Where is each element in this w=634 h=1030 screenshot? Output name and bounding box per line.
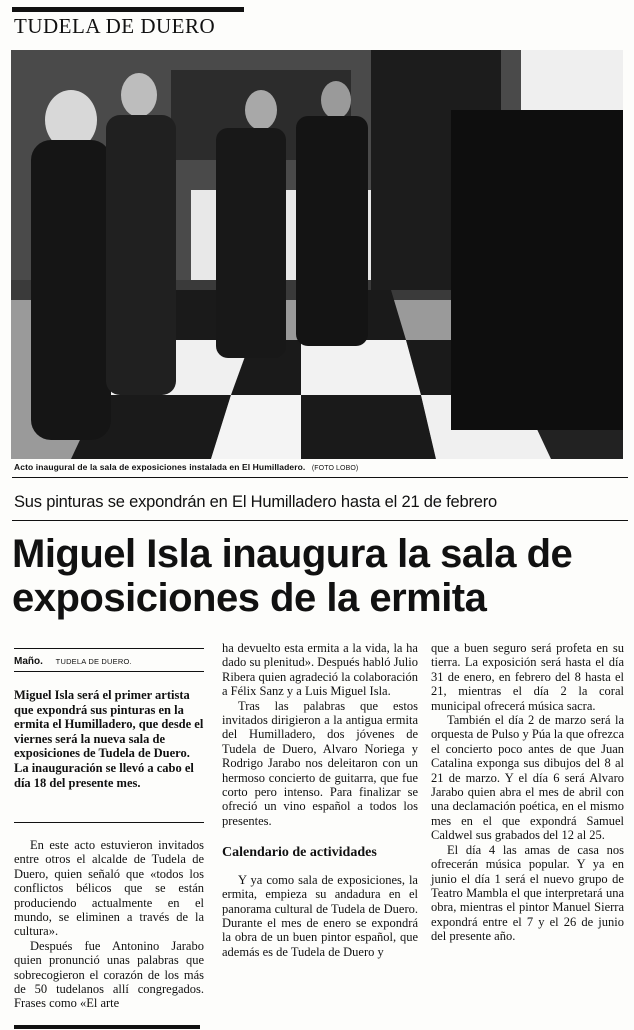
col1-paragraph-1: En este acto estuvieron invitados entre otros el alcalde de Tudela de Duero, quien señaló que «todos los conflictos bélicos que se están produciendo actualmente en el mundo, se eliminen a través de la cultura». — [14, 838, 204, 939]
column-3 — [431, 641, 624, 944]
col2-paragraph-2: Tras las palabras que estos invitados dirigieron a la antigua ermita del Humilladero, dos jóvenes de Tudela de Duero, Alvaro Noriega y Rodrigo Jarabo nos deleitaron con un hermoso concierto de guitarra, que fue corto pero intenso. Para finalizar se ofreció un vino español a todos los presentes. — [222, 698, 418, 828]
column-1 — [14, 838, 204, 1011]
col2-paragraph-1: ha devuelto esta ermita a la vida, la ha dado su plenitud». Después habló Julio Ribera quien agradeció la colaboración a Félix Sanz y a Luis Miguel Isla. — [222, 641, 418, 699]
byline — [14, 656, 132, 667]
col1-paragraph-2: Después fue Antonino Jarabo quien pronunció unas palabras que sobrecogieron el corazón de los más de 50 tudelanos allí congregados. Frases como «El arte — [14, 938, 204, 1011]
caption-rule — [12, 477, 628, 478]
col3-paragraph-3: El día 4 las amas de casa nos ofrecerán música popular. Y ya en junio el día 1 será el nuevo grupo de Teatro Mambla el que interpretará una obra, mientras el pintor Manuel Sierra expondrá entre el 7 y el 26 de junio del presente año. — [431, 842, 624, 944]
column-2 — [222, 641, 418, 959]
col2-subhead: Calendario de actividades — [222, 845, 377, 861]
lead-rule — [14, 822, 204, 823]
photo-illustration — [11, 50, 623, 459]
subtitle: Sus pinturas se expondrán en El Humilladero hasta el 21 de febrero — [14, 493, 498, 511]
subtitle-rule — [12, 520, 628, 521]
col3-paragraph-2: También el día 2 de marzo será la orquesta de Pulso y Púa la que ofrezca el concierto poco antes de que Juan Catalina exponga sus dibujos del 8 al 21 de marzo. Y el día 6 será Alvaro Jarabo quien abra el mes de abril con una declamación poética, en el mismo mes en el que expondrá Samuel Caldwel sus grabados del 12 al 25. — [431, 713, 624, 843]
section-rule — [12, 7, 244, 12]
byline-place: TUDELA DE DUERO. — [55, 657, 132, 666]
col3-paragraph-1: que a buen seguro será profeta en su tierra. La exposición será hasta el día 31 de enero, en febrero del 8 hasta el 21, mientras el día 2 la coral municipal ofrecerá música sacra. — [431, 641, 624, 713]
byline-rule — [14, 648, 204, 649]
bottom-rule — [14, 1025, 200, 1029]
byline-rule-bottom — [14, 671, 204, 672]
lead-paragraph: Miguel Isla será el primer artista que expondrá sus pinturas en la ermita el Humilladero, que desde el viernes será la nueva sala de exposiciones de Tudela de Duero. La inauguración se llevó a cabo el día 18 del presente mes. — [14, 688, 204, 790]
photo-caption — [14, 462, 624, 472]
section-title: TUDELA DE DUERO — [14, 14, 216, 38]
caption-text: Acto inaugural de la sala de exposiciones instalada en El Humilladero. — [14, 462, 306, 472]
col2-paragraph-3: Y ya como sala de exposiciones, la ermita, empieza su andadura en el panorama cultural de Tudela de Duero. Durante el mes de enero se expondrá la obra de un buen pintor español, que además es de Tudela de Duero y — [222, 872, 418, 959]
news-photo — [11, 50, 623, 459]
headline: Miguel Isla inaugura la sala de exposiciones de la ermita — [12, 532, 573, 620]
byline-author: Maño. — [14, 656, 43, 667]
photo-credit: (FOTO LOBO) — [311, 465, 359, 472]
